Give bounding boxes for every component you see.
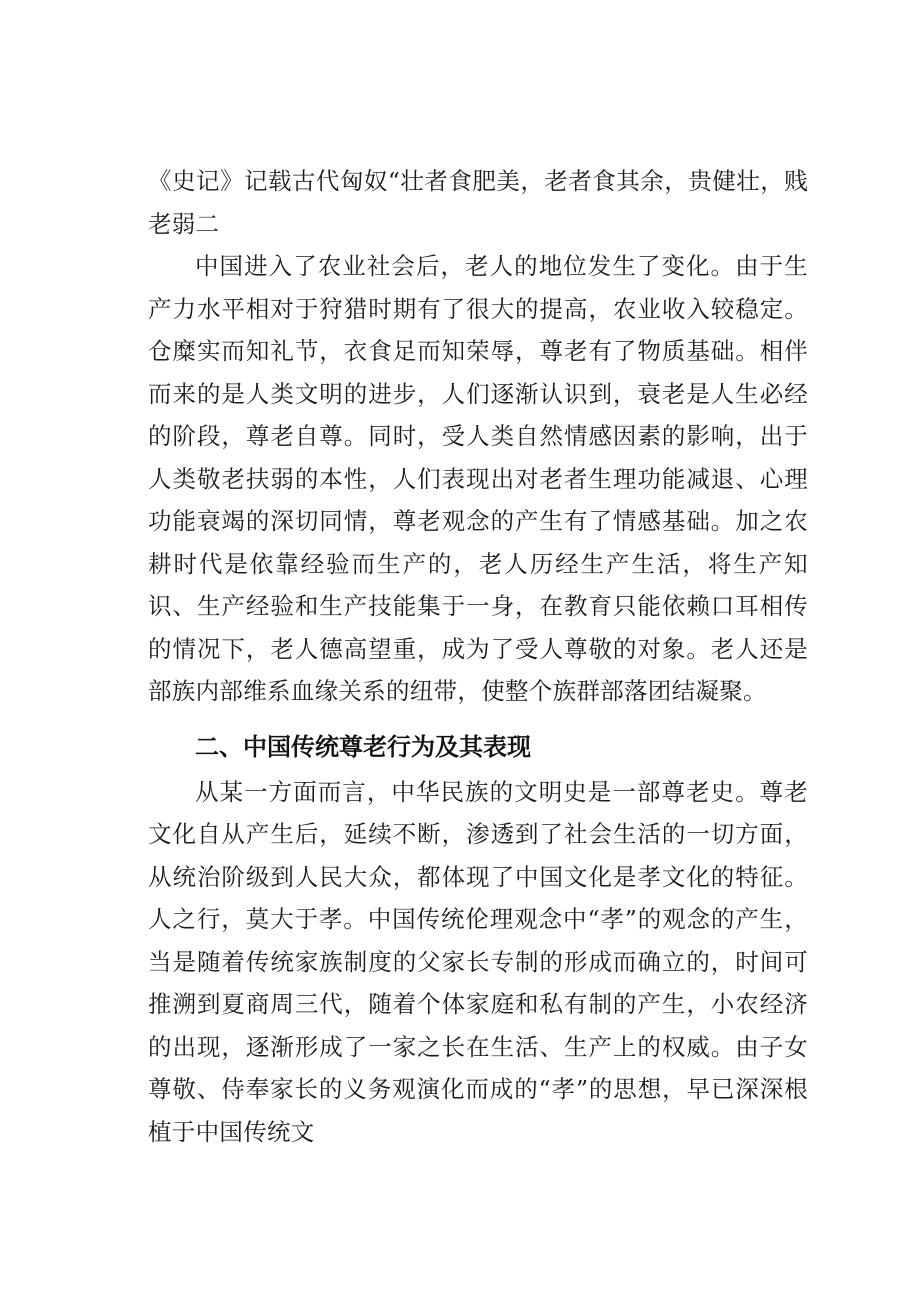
paragraph-agricultural-society: 中国进入了农业社会后，老人的地位发生了变化。由于生产力水平相对于狩猎时期有了很大的提高，农业收入较稳定。仓糜实而知礼节，衣食足而知荣辱，尊老有了物质基础。相伴而来的是人类文明的进步，人们逐渐认识到，衰老是人生必经的阶段，尊老自尊。同时，受人类自然情感因素的影响，出于人类敬老扶弱的本性，人们表现出对老者生理功能减退、心理功能衰竭的深切同情，尊老观念的产生有了情感基础。加之农耕时代是依靠经验而生产的，老人历经生产生活，将生产知识、生产经验和生产技能集于一身，在教育只能依赖口耳相传的情况下，老人德高望重，成为了受人尊敬的对象。老人还是部族内部维系血缘关系的纽带，使整个族群部落团结凝聚。 xyxy=(148,252,808,705)
document-body xyxy=(148,160,808,1153)
section-heading: 二、中国传统尊老行为及其表现 xyxy=(195,732,531,761)
paragraph-respect-history: 从某一方面而言，中华民族的文明史是一部尊老史。尊老文化自从产生后，延续不断，渗透到了社会生活的一切方面，从统治阶级到人民大众，都体现了中国文化是孝文化的特征。人之行，莫大于孝。中国传统伦理观念中“孝”的观念的产生，当是随着传统家族制度的父家长专制的形成而确立的，时间可推溯到夏商周三代，随着个体家庭和私有制的产生，小农经济的出现，逐渐形成了一家之长在生活、生产上的权威。由子女尊敬、侍奉家长的义务观演化而成的“孝”的思想，早已深深根植于中国传统文 xyxy=(148,777,808,1146)
paragraph-shiji-quote: 《史记》记载古代匈奴“壮者食肥美，老者食其余，贵健壮，贱老弱二 xyxy=(148,167,808,238)
